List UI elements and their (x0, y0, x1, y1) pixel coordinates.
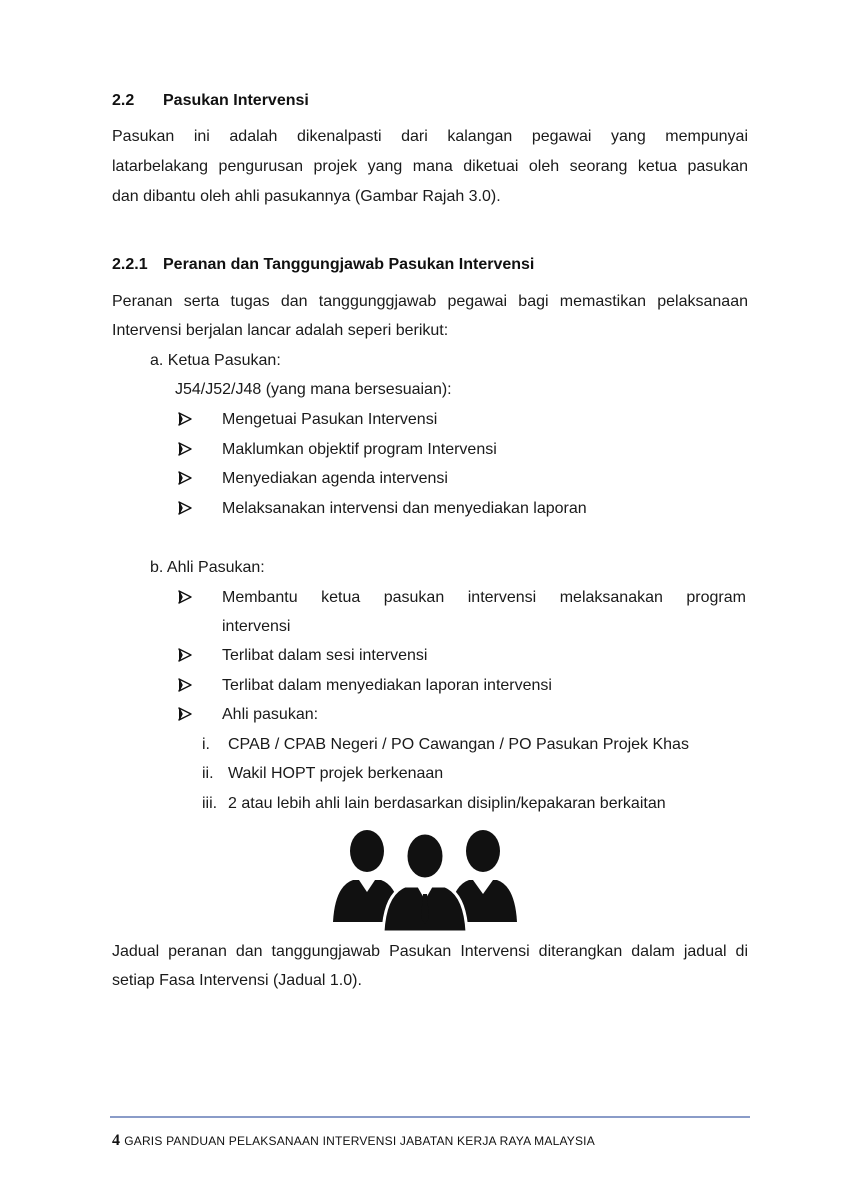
section-number: 2.2 (112, 92, 135, 109)
list-a-label: a. Ketua Pasukan: (150, 352, 281, 369)
paragraph-line: latarbelakang pengurusan projek yang mana diketuai oleh seorang ketua pasukan (112, 158, 748, 175)
list-item: Melaksanakan intervensi dan menyediakan laporan (222, 500, 587, 517)
intro-line: Peranan serta tugas dan tanggunggjawab pegawai bagi memastikan pelaksanaan (112, 293, 748, 310)
arrow-bullet-icon (178, 590, 192, 604)
word: intervensi (467, 589, 537, 606)
list-item: Terlibat dalam sesi intervensi (222, 647, 428, 664)
list-item-continuation: intervensi (222, 618, 291, 635)
footer-rule (110, 1116, 750, 1118)
roman-item: Wakil HOPT projek berkenaan (228, 765, 444, 782)
roman-number: ii. (202, 765, 214, 782)
arrow-bullet-icon (178, 648, 192, 662)
word: pasukan (383, 589, 445, 606)
arrow-bullet-icon (178, 471, 192, 485)
roman-item: CPAB / CPAB Negeri / PO Cawangan / PO Pasukan Projek Khas (228, 736, 689, 753)
closing-line: Jadual peranan dan tanggungjawab Pasukan Intervensi diterangkan dalam jadual di (112, 943, 748, 960)
arrow-bullet-icon (178, 707, 192, 721)
paragraph-line: Pasukan ini adalah dikenalpasti dari kalangan pegawai yang mempunyai (112, 128, 748, 145)
paragraph-line: dan dibantu oleh ahli pasukannya (Gambar Rajah 3.0). (112, 188, 501, 205)
list-item: Ahli pasukan: (222, 706, 319, 723)
subsection-heading (112, 256, 534, 274)
list-item: Mengetuai Pasukan Intervensi (222, 411, 438, 428)
list-item: Terlibat dalam menyediakan laporan intervensi (222, 677, 552, 694)
footer (112, 1132, 595, 1150)
intro-line: Intervensi berjalan lancar adalah seperi berikut: (112, 322, 449, 339)
arrow-bullet-icon (178, 412, 192, 426)
roman-number: i. (202, 736, 210, 753)
word: melaksanakan (559, 589, 663, 606)
arrow-bullet-icon (178, 678, 192, 692)
subsection-number: 2.2.1 (112, 256, 148, 273)
word: Membantu (222, 589, 298, 606)
list-item: Maklumkan objektif program Intervensi (222, 441, 497, 458)
page-number: 4 (112, 1132, 121, 1149)
team-people-icon (333, 826, 519, 932)
list-b-label: b. Ahli Pasukan: (150, 559, 265, 576)
word: ketua (321, 589, 361, 606)
list-item-justified (222, 588, 746, 608)
word: program (686, 589, 746, 606)
subsection-title: Peranan dan Tanggungjawab Pasukan Intervensi (163, 256, 535, 273)
footer-text: GARIS PANDUAN PELAKSANAAN INTERVENSI JABATAN KERJA RAYA MALAYSIA (124, 1134, 595, 1148)
list-a-grade: J54/J52/J48 (yang mana bersesuaian): (175, 381, 452, 398)
arrow-bullet-icon (178, 442, 192, 456)
section-title: Pasukan Intervensi (163, 92, 309, 109)
roman-number: iii. (202, 795, 218, 812)
section-heading (112, 92, 309, 110)
list-item: Menyediakan agenda intervensi (222, 470, 448, 487)
arrow-bullet-icon (178, 501, 192, 515)
closing-line: setiap Fasa Intervensi (Jadual 1.0). (112, 972, 362, 989)
roman-item: 2 atau lebih ahli lain berdasarkan disiplin/kepakaran berkaitan (228, 795, 666, 812)
